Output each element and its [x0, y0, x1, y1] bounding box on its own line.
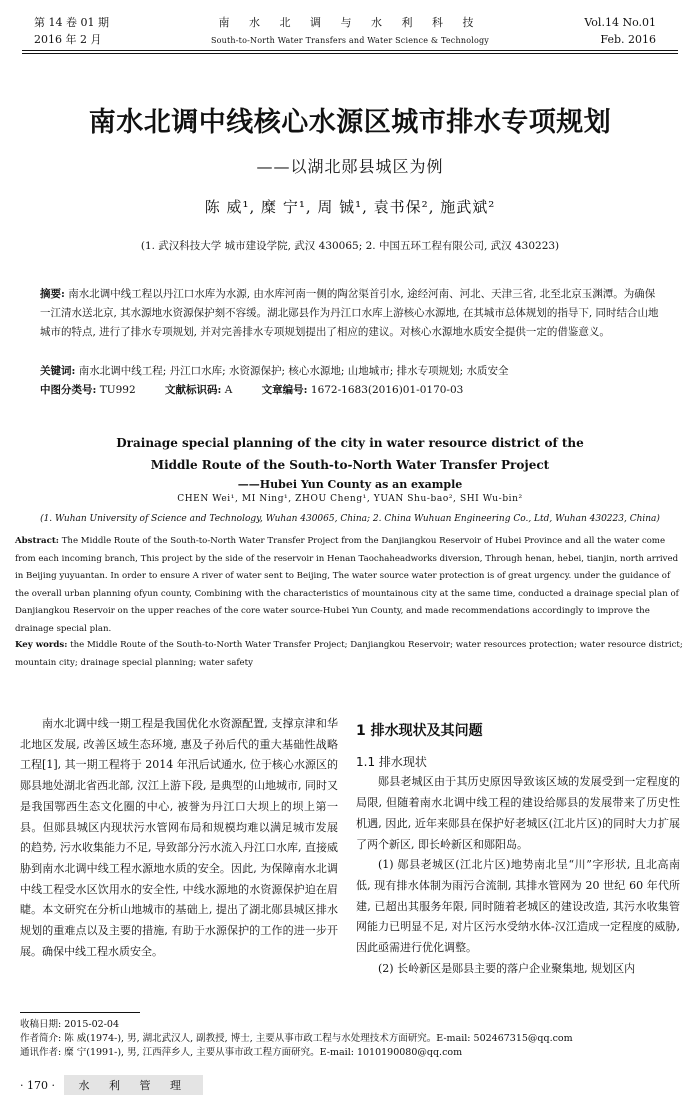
abstract-label: 摘要: — [40, 288, 65, 300]
author-bio: 作者简介: 陈 威(1974-), 男, 湖北武汉人, 副教授, 博士, 主要从事市政工程与水处理技术方面研究。E-mail: 502467315@qq.com — [20, 1033, 573, 1044]
paper-title: 南水北调中线核心水源区城市排水专项规划 — [88, 107, 612, 138]
corresponding-author: 通讯作者: 糜 宁(1991-), 男, 江西萍乡人, 主要从事市政工程方面研究。E-mail: 1010190080@qq.com — [20, 1047, 463, 1058]
footnote-rule — [20, 1012, 140, 1013]
footer-journal: 水 利 管 理 — [64, 1075, 203, 1095]
doc-code-label: 文献标识码: — [164, 384, 222, 396]
keywords-text: 南水北调中线工程; 丹江口水库; 水资源保护; 核心水源地; 山地城市; 排水专项规划; 水质安全 — [78, 365, 509, 377]
page-footer — [20, 1075, 203, 1095]
article-no-value: 1672-1683(2016)01-0170-03 — [310, 384, 464, 396]
header-date: 2016 年 2 月 — [34, 33, 102, 46]
right-paragraph-1: 郧县老城区由于其历史原因导致该区域的发展受到一定程度的局限, 但随着南水北调中线工程的建设给郧县的发展带来了历史性机遇, 因此, 近年来郧县在保护好老城区(江北片区)的同时大力扩展了两个新区, 即长岭新区和郧阳岛。 — [356, 775, 680, 851]
doc-code-value: A — [224, 384, 233, 396]
header-journal-cn: 南 水 北 调 与 水 利 科 技 — [218, 16, 482, 29]
received-date: 收稿日期: 2015-02-04 — [20, 1019, 119, 1030]
abstract-cn — [40, 285, 660, 342]
clc-label: 中图分类号: — [40, 384, 97, 396]
subsection-heading: 1.1 排水现状 — [356, 754, 427, 769]
en-abstract-text: The Middle Route of the South-to-North Water Transfer Project from the Danjiangkou Reservoir of Hubei Province and all the water come from each incoming branch, This project by the side of the reservoir in Henan Taochaheadworks diversion, Through henan, hebei, tianjin, north arrived in Beijing yuyuantan. In order to ensure A river of water sent to Beijing, The water source water protection is of great urgency. under the guidance of the overall urban planning ofyun county, Combining with the characteristics of mountainous city at the same time, conducted a drainage special plan of Danjiangkou Reservoir on the upper reaches of the core water source-Hubei Yun County, and made recommendations accordingly to improve the drainage special plan. — [15, 536, 679, 634]
body-right-column — [356, 721, 680, 979]
en-abstract-label: Abstract: — [15, 536, 59, 546]
paper-subtitle: ——以湖北郧县城区为例 — [256, 157, 444, 176]
classification-row — [40, 381, 660, 400]
header-volume: Vol.14 No.01 — [584, 16, 656, 29]
en-affiliation: (1. Wuhan University of Science and Technology, Wuhan 430065, China; 2. China Wuhuan Engineering Co., Ltd, Wuhan 430223, China) — [40, 514, 660, 524]
article-no-label: 文章编号: — [261, 384, 308, 396]
header-date-en: Feb. 2016 — [600, 33, 656, 46]
right-paragraph-3: (2) 长岭新区是郧县主要的落户企业聚集地, 规划区内 — [378, 961, 636, 975]
abstract-text: 南水北调中线工程以丹江口水库为水源, 由水库河南一侧的陶岔渠首引水, 途经河南、河北、天津三省, 北至北京玉渊潭。为确保一江清水送北京, 其水源地水资源保护刻不容缓。湖北郧县作为丹江口水库上游核心水源地, 在其城市总体规划的指导下, 同时结合山地城市的特点, 进行了排水专项规划, 并对完善排水专项规划提出了相应的建议。对核心水源地水质安全提供一定的借鉴意义。 — [40, 288, 659, 338]
en-keywords-text: the Middle Route of the South-to-North Water Transfer Project; Danjiangkou Reservoir; water resources protection; water resource district; mountain city; drainage special planning; water safety — [15, 640, 683, 668]
en-title-line3: ——Hubei Yun County as an example — [237, 478, 463, 491]
authors: 陈 威¹, 糜 宁¹, 周 铖¹, 袁书保², 施武斌² — [204, 198, 496, 216]
section-heading: 1 排水现状及其问题 — [356, 723, 483, 739]
header-issue: 第 14 卷 01 期 — [34, 16, 109, 29]
affiliation: (1. 武汉科技大学 城市建设学院, 武汉 430065; 2. 中国五环工程有限公司, 武汉 430223) — [140, 240, 560, 252]
en-keywords — [15, 637, 685, 672]
clc-value: TU992 — [99, 384, 136, 396]
en-keywords-label: Key words: — [15, 640, 68, 650]
header-journal-en: South-to-North Water Transfers and Water Science & Technology — [210, 36, 490, 45]
body-left-column — [20, 714, 338, 962]
en-abstract — [15, 533, 685, 638]
en-title-line2: Middle Route of the South-to-North Water Transfer Project — [150, 458, 550, 472]
header-rule — [22, 50, 678, 51]
en-authors: CHEN Wei¹, MI Ning¹, ZHOU Cheng¹, YUAN Shu-bao², SHI Wu-bin² — [177, 494, 523, 504]
keywords-label: 关键词: — [40, 365, 76, 377]
footnote — [20, 1018, 680, 1060]
page-number: · 170 · — [20, 1079, 55, 1092]
en-title-line1: Drainage special planning of the city in water resource district of the — [116, 436, 584, 450]
header-rule-2 — [22, 53, 678, 54]
intro-paragraph: 南水北调中线一期工程是我国优化水资源配置, 支撑京津和华北地区发展, 改善区域生态环境, 惠及子孙后代的重大基础性战略工程[1], 其一期工程将于 2014 年汛后试通水, 位于核心水源区的郧县地处湖北省西北部, 汉江上游下段, 是典型的山地城市, 同时又是我国鄂西生态文化圈的中心, 被誉为丹江口大坝上的坝上第一县。但郧县城区内现状污水管网布局和规模均难以满足城市发展的趋势, 污水收集能力不足, 导致部分污水流入丹江口水库, 直接威胁到南水北调中线工程水源地水质的安全。因此, 为保障南水北调中线工程受水区饮用水的安全性, 中线水源地的水资源保护迫在眉睫。本文研究在分析山地城市的基础上, 提出了湖北郧县城区排水规划的重难点以及主要的措施, 有助于水源保护的工作的进一步开展。确保中线工程水质安全。 — [20, 717, 338, 958]
keywords-cn — [40, 362, 660, 381]
right-paragraph-2: (1) 郧县老城区(江北片区)地势南北呈“川”字形状, 且北高南低, 现有排水体制为雨污合流制, 其排水管网为 20 世纪 60 年代所建, 已超出其服务年限, 同时随着老城区的建设改造, 其污水收集管网能力已明显不足, 对片区污水受纳水体-汉江造成一定程度的威胁, 因此亟需进行优化调整。 — [356, 858, 680, 955]
